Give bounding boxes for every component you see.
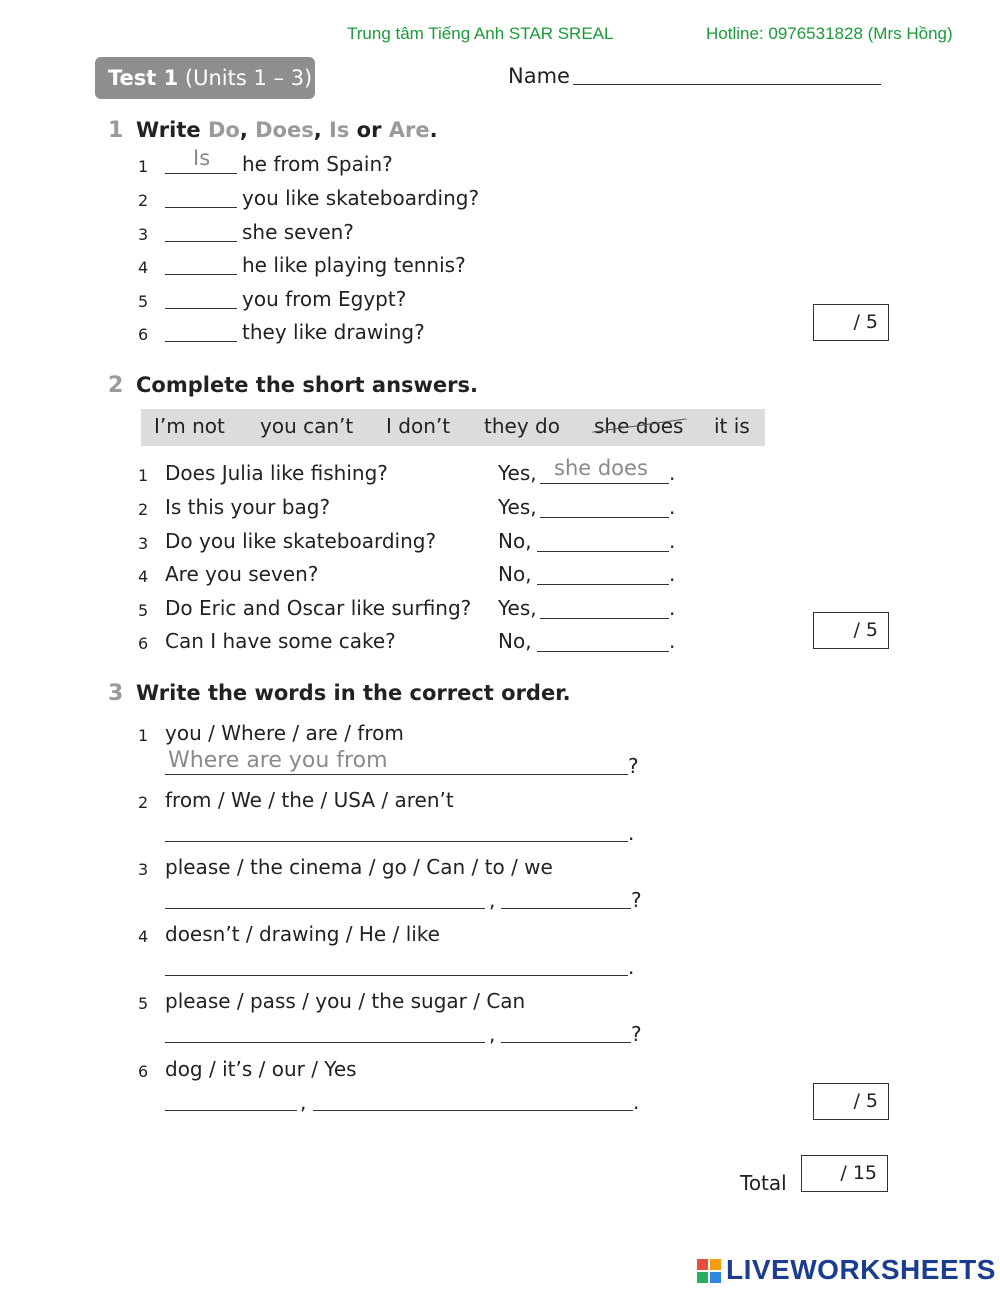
answer-blank[interactable] bbox=[165, 774, 628, 775]
answer-prefix: Yes, bbox=[498, 495, 537, 519]
liveworksheets-logo: LIVEWORKSHEETS bbox=[726, 1254, 996, 1285]
question-text: Does Julia like fishing? bbox=[165, 461, 388, 485]
answer-blank[interactable] bbox=[165, 975, 628, 976]
item-number: 6 bbox=[138, 1062, 149, 1081]
item-number: 4 bbox=[138, 258, 149, 277]
section1-title: Write Do, Does, Is or Are. bbox=[136, 118, 438, 142]
liveworksheets-logo-icon bbox=[697, 1259, 721, 1283]
comma: , bbox=[489, 888, 496, 912]
answer-blank[interactable] bbox=[537, 584, 669, 585]
answer-blank[interactable] bbox=[165, 274, 237, 275]
section3-title: Write the words in the correct order. bbox=[136, 681, 571, 705]
answer-period: . bbox=[669, 562, 676, 586]
answer-blank[interactable] bbox=[165, 308, 237, 309]
hotline: Hotline: 0976531828 (Mrs Hồng) bbox=[706, 24, 953, 43]
answer-blank[interactable] bbox=[165, 841, 628, 842]
answer-blank[interactable] bbox=[540, 517, 669, 518]
answer-blank[interactable] bbox=[165, 173, 237, 174]
item-number: 5 bbox=[138, 601, 149, 620]
item-number: 6 bbox=[138, 325, 149, 344]
question-text: she seven? bbox=[242, 220, 354, 244]
item-number: 3 bbox=[138, 534, 149, 553]
item-number: 3 bbox=[138, 860, 149, 879]
question-text: you from Egypt? bbox=[242, 287, 407, 311]
answer-blank[interactable] bbox=[165, 1042, 485, 1043]
end-mark: ? bbox=[631, 1022, 642, 1046]
word-box-item: I don’t bbox=[386, 414, 451, 438]
item-number: 2 bbox=[138, 191, 149, 210]
section3-score-box: / 5 bbox=[813, 1083, 889, 1120]
end-mark: . bbox=[628, 955, 635, 979]
answer-prefix: No, bbox=[498, 629, 532, 653]
end-mark: . bbox=[628, 821, 635, 845]
answer-example: Is bbox=[193, 146, 211, 170]
answer-example: she does bbox=[554, 456, 648, 480]
item-number: 5 bbox=[138, 292, 149, 311]
question-text: they like drawing? bbox=[242, 320, 425, 344]
section2-number: 2 bbox=[108, 373, 124, 398]
answer-period: . bbox=[669, 629, 676, 653]
answer-blank[interactable] bbox=[313, 1110, 633, 1111]
answer-prefix: Yes, bbox=[498, 596, 537, 620]
question-text: Can I have some cake? bbox=[165, 629, 396, 653]
comma: , bbox=[489, 1022, 496, 1046]
answer-period: . bbox=[669, 461, 676, 485]
answer-blank[interactable] bbox=[501, 908, 631, 909]
answer-blank[interactable] bbox=[165, 241, 237, 242]
answer-blank[interactable] bbox=[537, 651, 669, 652]
end-mark: . bbox=[633, 1090, 640, 1114]
end-mark: ? bbox=[628, 754, 639, 778]
total-label: Total bbox=[740, 1171, 787, 1195]
answer-period: . bbox=[669, 596, 676, 620]
name-field[interactable] bbox=[573, 84, 881, 85]
comma: , bbox=[300, 1090, 307, 1114]
answer-blank[interactable] bbox=[165, 207, 237, 208]
end-mark: ? bbox=[631, 888, 642, 912]
word-prompt: from / We / the / USA / aren’t bbox=[165, 788, 454, 812]
center-name: Trung tâm Tiếng Anh STAR SREAL bbox=[347, 24, 614, 43]
word-box-item: it is bbox=[714, 414, 750, 438]
answer-blank[interactable] bbox=[165, 341, 237, 342]
word-prompt: please / the cinema / go / Can / to / we bbox=[165, 855, 553, 879]
item-number: 1 bbox=[138, 726, 149, 745]
answer-blank[interactable] bbox=[540, 483, 669, 484]
question-text: Do Eric and Oscar like surfing? bbox=[165, 596, 472, 620]
item-number: 2 bbox=[138, 500, 149, 519]
answer-blank[interactable] bbox=[165, 1110, 297, 1111]
test-units: (Units 1 – 3) bbox=[178, 66, 313, 90]
word-box-item: they do bbox=[484, 414, 560, 438]
word-box-item: I’m not bbox=[154, 414, 225, 438]
name-label: Name bbox=[508, 64, 570, 88]
item-number: 3 bbox=[138, 225, 149, 244]
item-number: 2 bbox=[138, 793, 149, 812]
word-prompt: doesn’t / drawing / He / like bbox=[165, 922, 440, 946]
question-text: Is this your bag? bbox=[165, 495, 331, 519]
item-number: 4 bbox=[138, 567, 149, 586]
answer-blank[interactable] bbox=[165, 908, 485, 909]
item-number: 1 bbox=[138, 157, 149, 176]
word-prompt: dog / it’s / our / Yes bbox=[165, 1057, 357, 1081]
section1-number: 1 bbox=[108, 118, 124, 143]
question-text: Are you seven? bbox=[165, 562, 319, 586]
question-text: he like playing tennis? bbox=[242, 253, 466, 277]
test-badge bbox=[95, 57, 315, 99]
question-text: Do you like skateboarding? bbox=[165, 529, 437, 553]
question-text: he from Spain? bbox=[242, 152, 393, 176]
answer-example: Where are you from bbox=[168, 748, 388, 773]
word-box-item: you can’t bbox=[260, 414, 354, 438]
section2-title: Complete the short answers. bbox=[136, 373, 479, 397]
answer-prefix: No, bbox=[498, 529, 532, 553]
word-prompt: please / pass / you / the sugar / Can bbox=[165, 989, 526, 1013]
answer-period: . bbox=[669, 495, 676, 519]
answer-prefix: Yes, bbox=[498, 461, 537, 485]
word-box-item-used: she does bbox=[594, 414, 683, 438]
total-score-box: / 15 bbox=[801, 1155, 888, 1192]
item-number: 1 bbox=[138, 466, 149, 485]
item-number: 6 bbox=[138, 634, 149, 653]
answer-prefix: No, bbox=[498, 562, 532, 586]
question-text: you like skateboarding? bbox=[242, 186, 480, 210]
answer-blank[interactable] bbox=[537, 551, 669, 552]
test-title: Test 1 bbox=[108, 66, 179, 90]
answer-period: . bbox=[669, 529, 676, 553]
word-prompt: you / Where / are / from bbox=[165, 721, 404, 745]
answer-blank[interactable] bbox=[540, 618, 669, 619]
section2-score-box: / 5 bbox=[813, 612, 889, 649]
section1-score-box: / 5 bbox=[813, 304, 889, 341]
item-number: 5 bbox=[138, 994, 149, 1013]
answer-blank[interactable] bbox=[501, 1042, 631, 1043]
section3-number: 3 bbox=[108, 681, 124, 706]
item-number: 4 bbox=[138, 927, 149, 946]
